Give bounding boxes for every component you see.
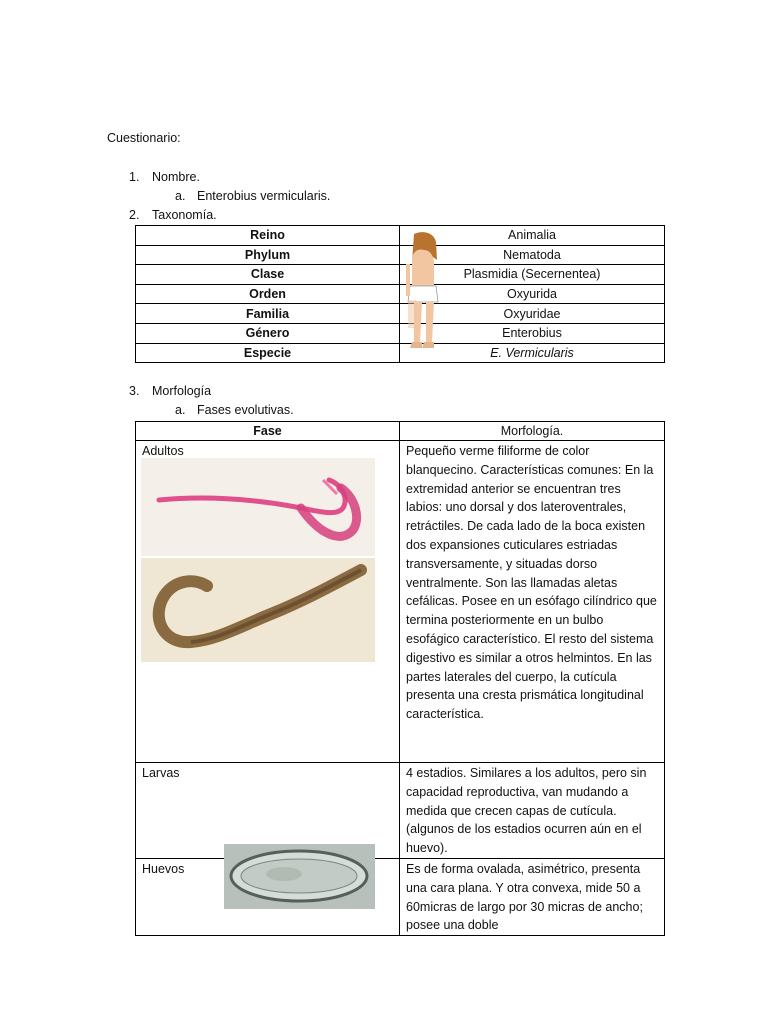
taxonomy-value: Oxyuridae	[400, 304, 665, 324]
q3-sub-letter: a.	[175, 403, 186, 417]
adult-worm-stained-image	[141, 458, 375, 556]
taxonomy-key: Clase	[136, 265, 400, 285]
fase-label: Adultos	[142, 444, 184, 458]
taxonomy-value: Plasmidia (Secernentea)	[400, 265, 665, 285]
fase-label: Larvas	[142, 766, 180, 780]
description-cell	[400, 763, 665, 859]
q2-number: 2.	[129, 208, 140, 222]
taxonomy-key: Especie	[136, 343, 400, 363]
table-row	[136, 859, 665, 936]
adult-worm-photo-image	[141, 558, 375, 662]
description-text: 4 estadios. Similares a los adultos, pero sin capacidad reproductiva, van mudando a medida que crecen capas de cutícula. (algunos de los estadios ocurren aún en el huevo).	[406, 766, 647, 856]
taxonomy-table	[135, 225, 665, 363]
taxonomy-value: Nematoda	[400, 245, 665, 265]
taxonomy-value: Animalia	[400, 226, 665, 246]
child-illustration	[402, 230, 444, 358]
taxonomy-row	[136, 265, 665, 285]
q1-sub-letter: a.	[175, 189, 186, 203]
taxonomy-value: E. Vermicularis	[400, 343, 665, 363]
taxonomy-row	[136, 323, 665, 343]
morphology-header-row	[136, 422, 665, 441]
taxonomy-key: Género	[136, 323, 400, 343]
description-text: Es de forma ovalada, asimétrico, presenta una cara plana. Y otra convexa, mide 50 a 60micras de largo por 30 micras de ancho; posee una doble	[406, 862, 643, 933]
taxonomy-row	[136, 343, 665, 363]
q3-label: Morfología	[152, 384, 212, 398]
description-cell	[400, 859, 665, 936]
q1-label: Nombre.	[152, 170, 200, 184]
taxonomy-value: Oxyurida	[400, 284, 665, 304]
taxonomy-key: Familia	[136, 304, 400, 324]
taxonomy-value: Enterobius	[400, 323, 665, 343]
egg-photo-image	[224, 844, 375, 909]
taxonomy-row	[136, 226, 665, 246]
q3-subtitle: Fases evolutivas.	[197, 403, 294, 417]
taxonomy-row	[136, 284, 665, 304]
q1-number: 1.	[129, 170, 140, 184]
taxonomy-key: Phylum	[136, 245, 400, 265]
q3-number: 3.	[129, 384, 140, 398]
taxonomy-key: Orden	[136, 284, 400, 304]
intro-heading: Cuestionario:	[107, 131, 181, 145]
col-header-fase: Fase	[136, 422, 400, 441]
taxonomy-row	[136, 304, 665, 324]
taxonomy-key: Reino	[136, 226, 400, 246]
description-cell	[400, 441, 665, 763]
description-text: Pequeño verme filiforme de color blanquecino. Características comunes: En la extremidad anterior se encuentran tres labios: uno dorsal y dos lateroventrales, retráctiles. De cada lado de la boca existen dos expansiones cuticulares estriadas transversamente, y situadas dorso ventralmente. Son las llamadas aletas cefálicas. Posee en un esófago cilíndrico que termina posteriormente en un bulbo esofágico característico. El resto del sistema digestivo es similar a otros helmintos. En las partes laterales del cuerpo, la cutícula presenta una cresta prismática longitudinal característica.	[406, 444, 657, 722]
fase-label: Huevos	[142, 862, 185, 876]
col-header-morfologia: Morfología.	[400, 422, 665, 441]
table-row	[136, 763, 665, 859]
q2-label: Taxonomía.	[152, 208, 217, 222]
taxonomy-row	[136, 245, 665, 265]
q1-answer: Enterobius vermicularis.	[197, 189, 331, 203]
